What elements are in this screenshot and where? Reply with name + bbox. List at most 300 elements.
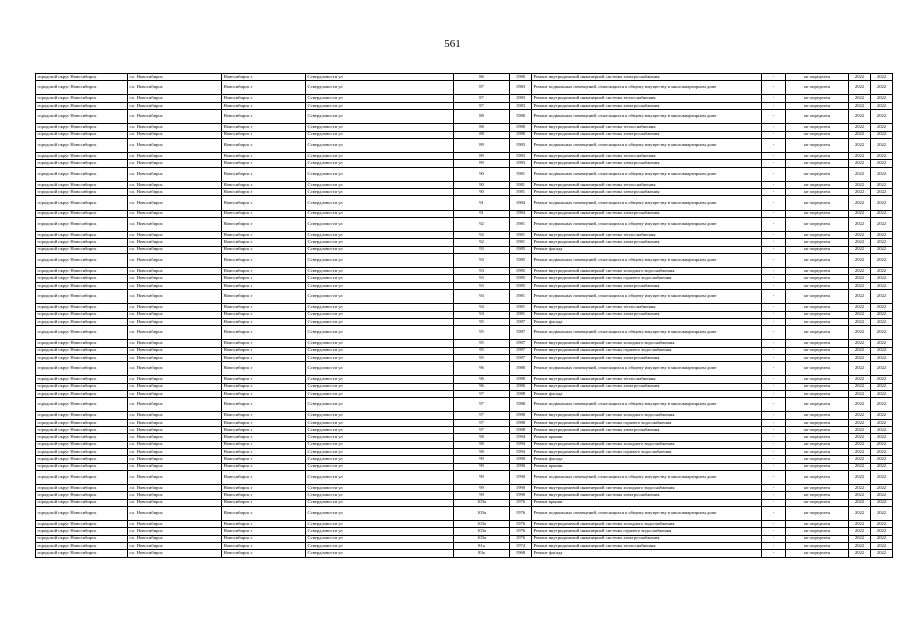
cell-street: Ссвердловости ул [306,210,454,217]
cell-dash: - [762,189,786,196]
cell-city: Новосибирск г [222,318,306,325]
cell-city: Новосибирск г [222,95,306,102]
cell-city: Новосибирск г [222,189,306,196]
cell-build-year: 1990 [510,470,532,484]
cell-status: не определен [786,362,849,376]
cell-status: не определен [786,376,849,383]
cell-street: Ссвердловости ул [306,434,454,441]
cell-build-year: 1983 [510,81,532,95]
cell-dash: - [762,138,786,152]
cell-house-number: 97 [454,398,510,412]
cell-status: не определен [786,383,849,390]
cell-house-number: 90 [454,181,510,188]
cell-year-start: 2022 [849,74,871,81]
cell-street: Ссвердловости ул [306,282,454,289]
cell-year-end: 2022 [871,131,893,138]
cell-work-type: Ремонт внутридомовой инженерной системы холодного водоснабжения [532,340,762,347]
cell-work-type: Ремонт фасада [532,391,762,398]
cell-year-start: 2022 [849,160,871,167]
cell-municipality: городской округ Новосибирск [36,448,128,455]
cell-street: Ссвердловости ул [306,160,454,167]
cell-city: Новосибирск г [222,304,306,311]
cell-locality: г.о. Новосибирск [128,347,222,354]
table-row [36,441,893,448]
table-row [36,181,893,188]
cell-work-type: Ремонт внутридомовой инженерной системы электроснабжения [532,427,762,434]
cell-build-year: 1968 [510,550,532,557]
cell-street: Ссвердловости ул [306,275,454,282]
cell-house-number: 92 [454,232,510,239]
cell-house-number: 99 [454,485,510,492]
cell-city: Новосибирск г [222,347,306,354]
cell-house-number: 93 [454,282,510,289]
cell-municipality: городской округ Новосибирск [36,376,128,383]
table-row [36,311,893,318]
cell-dash: - [762,434,786,441]
cell-street: Ссвердловости ул [306,470,454,484]
table-row [36,74,893,81]
cell-work-type: Ремонт подвальных помещений, относящихся к общему имуществу в многоквартирном доме [532,217,762,231]
cell-house-number: 93 [454,246,510,253]
cell-house-number: 95 [454,326,510,340]
cell-work-type: Ремонт внутридомовой инженерной системы горячего водоснабжения [532,347,762,354]
cell-work-type: Ремонт внутридомовой инженерной системы теплоснабжения [532,95,762,102]
cell-house-number: 86 [454,74,510,81]
table-row [36,167,893,181]
cell-municipality: городской округ Новосибирск [36,311,128,318]
cell-city: Новосибирск г [222,290,306,304]
cell-build-year: 1976 [510,521,532,528]
cell-year-end: 2022 [871,441,893,448]
table-row [36,275,893,282]
cell-year-start: 2022 [849,110,871,124]
cell-year-start: 2022 [849,326,871,340]
cell-dash: - [762,81,786,95]
cell-dash: - [762,340,786,347]
table-row [36,535,893,542]
cell-city: Новосибирск г [222,376,306,383]
cell-locality: г.о. Новосибирск [128,535,222,542]
cell-year-start: 2022 [849,521,871,528]
cell-build-year: 1984 [510,210,532,217]
cell-locality: г.о. Новосибирск [128,189,222,196]
cell-year-end: 2022 [871,95,893,102]
cell-year-start: 2022 [849,131,871,138]
cell-locality: г.о. Новосибирск [128,506,222,520]
cell-status: не определен [786,311,849,318]
cell-house-number: 97 [454,427,510,434]
cell-year-start: 2022 [849,434,871,441]
cell-year-end: 2022 [871,239,893,246]
cell-locality: г.о. Новосибирск [128,153,222,160]
cell-city: Новосибирск г [222,383,306,390]
capital-repair-table [35,73,893,558]
cell-work-type: Ремонт внутридомовой инженерной системы теплоснабжения [532,232,762,239]
cell-year-start: 2022 [849,246,871,253]
cell-house-number: 96 [454,362,510,376]
cell-house-number: 95 [454,354,510,361]
cell-dash: - [762,160,786,167]
cell-city: Новосибирск г [222,340,306,347]
table-row [36,246,893,253]
cell-municipality: городской округ Новосибирск [36,412,128,419]
cell-city: Новосибирск г [222,181,306,188]
cell-status: не определен [786,290,849,304]
cell-city: Новосибирск г [222,124,306,131]
cell-locality: г.о. Новосибирск [128,160,222,167]
table-row [36,131,893,138]
cell-street: Ссвердловости ул [306,153,454,160]
cell-dash: - [762,427,786,434]
table-row [36,290,893,304]
cell-year-end: 2022 [871,282,893,289]
cell-dash: - [762,275,786,282]
cell-build-year: 1983 [510,102,532,109]
cell-street: Ссвердловости ул [306,110,454,124]
cell-locality: г.о. Новосибирск [128,485,222,492]
table-row [36,124,893,131]
cell-year-start: 2022 [849,81,871,95]
cell-locality: г.о. Новосибирск [128,138,222,152]
table-row [36,239,893,246]
cell-municipality: городской округ Новосибирск [36,290,128,304]
cell-city: Новосибирск г [222,521,306,528]
cell-dash: - [762,124,786,131]
table-row [36,95,893,102]
cell-year-start: 2022 [849,441,871,448]
cell-house-number: 81а [454,543,510,550]
cell-year-start: 2022 [849,376,871,383]
cell-locality: г.о. Новосибирск [128,434,222,441]
cell-municipality: городской округ Новосибирск [36,138,128,152]
cell-build-year: 1987 [510,326,532,340]
cell-work-type: Ремонт внутридомовой инженерной системы электроснабжения [532,131,762,138]
cell-street: Ссвердловости ул [306,448,454,455]
table-row [36,189,893,196]
cell-municipality: городской округ Новосибирск [36,340,128,347]
cell-city: Новосибирск г [222,311,306,318]
cell-dash: - [762,232,786,239]
cell-year-start: 2022 [849,412,871,419]
cell-status: не определен [786,550,849,557]
cell-year-start: 2022 [849,485,871,492]
cell-year-start: 2022 [849,232,871,239]
table-row [36,318,893,325]
table-row [36,138,893,152]
cell-work-type: Ремонт внутридомовой инженерной системы электроснабжения [532,535,762,542]
cell-year-start: 2022 [849,210,871,217]
cell-street: Ссвердловости ул [306,232,454,239]
cell-year-start: 2022 [849,290,871,304]
cell-municipality: городской округ Новосибирск [36,81,128,95]
cell-year-end: 2022 [871,506,893,520]
cell-build-year: 1983 [510,160,532,167]
cell-house-number: 96 [454,376,510,383]
cell-status: не определен [786,521,849,528]
table-row [36,160,893,167]
cell-house-number: 89 [454,160,510,167]
cell-work-type: Ремонт подвальных помещений, относящихся к общему имуществу в многоквартирном доме [532,398,762,412]
cell-build-year: 1983 [510,138,532,152]
cell-year-end: 2022 [871,448,893,455]
cell-status: не определен [786,304,849,311]
cell-year-start: 2022 [849,102,871,109]
cell-status: не определен [786,441,849,448]
cell-year-end: 2022 [871,499,893,506]
cell-locality: г.о. Новосибирск [128,419,222,426]
table-row [36,391,893,398]
cell-city: Новосибирск г [222,463,306,470]
cell-year-end: 2022 [871,304,893,311]
cell-street: Ссвердловости ул [306,412,454,419]
cell-municipality: городской округ Новосибирск [36,210,128,217]
cell-work-type: Ремонт внутридомовой инженерной системы электроснабжения [532,282,762,289]
cell-build-year: 1983 [510,95,532,102]
cell-house-number: 103а [454,521,510,528]
cell-locality: г.о. Новосибирск [128,131,222,138]
cell-year-end: 2022 [871,102,893,109]
cell-build-year: 1985 [510,253,532,267]
cell-house-number: 99 [454,492,510,499]
cell-house-number: 83а [454,550,510,557]
table-row [36,485,893,492]
page-number: 561 [444,38,461,50]
cell-work-type: Ремонт внутридомовой инженерной системы теплоснабжения [532,124,762,131]
cell-street: Ссвердловости ул [306,304,454,311]
cell-dash: - [762,239,786,246]
cell-status: не определен [786,499,849,506]
cell-city: Новосибирск г [222,167,306,181]
cell-dash: - [762,391,786,398]
cell-year-start: 2022 [849,189,871,196]
cell-dash: - [762,326,786,340]
cell-municipality: городской округ Новосибирск [36,217,128,231]
cell-city: Новосибирск г [222,528,306,535]
table-row [36,398,893,412]
cell-dash: - [762,253,786,267]
cell-build-year: 1985 [510,275,532,282]
cell-status: не определен [786,246,849,253]
cell-dash: - [762,535,786,542]
cell-city: Новосибирск г [222,239,306,246]
cell-status: не определен [786,318,849,325]
cell-locality: г.о. Новосибирск [128,470,222,484]
cell-house-number: 103а [454,506,510,520]
cell-municipality: городской округ Новосибирск [36,74,128,81]
cell-locality: г.о. Новосибирск [128,391,222,398]
cell-locality: г.о. Новосибирск [128,232,222,239]
cell-municipality: городской округ Новосибирск [36,253,128,267]
table-row [36,210,893,217]
cell-year-end: 2022 [871,376,893,383]
cell-house-number: 92 [454,239,510,246]
cell-work-type: Ремонт внутридомовой инженерной системы холодного водоснабжения [532,268,762,275]
cell-status: не определен [786,492,849,499]
table-row [36,528,893,535]
cell-city: Новосибирск г [222,391,306,398]
cell-year-end: 2022 [871,217,893,231]
cell-city: Новосибирск г [222,253,306,267]
cell-year-start: 2022 [849,550,871,557]
cell-status: не определен [786,470,849,484]
cell-dash: - [762,492,786,499]
cell-year-start: 2022 [849,419,871,426]
cell-build-year: 1976 [510,506,532,520]
cell-dash: - [762,376,786,383]
cell-work-type: Ремонт внутридомовой инженерной системы электроснабжения [532,311,762,318]
cell-build-year: 1988 [510,427,532,434]
cell-dash: - [762,181,786,188]
cell-year-end: 2022 [871,81,893,95]
table-row [36,434,893,441]
cell-municipality: городской округ Новосибирск [36,318,128,325]
cell-build-year: 1994 [510,434,532,441]
cell-build-year: 1981 [510,311,532,318]
cell-year-start: 2022 [849,196,871,210]
cell-dash: - [762,282,786,289]
cell-locality: г.о. Новосибирск [128,448,222,455]
cell-work-type: Ремонт крыши [532,463,762,470]
cell-street: Ссвердловости ул [306,81,454,95]
cell-status: не определен [786,124,849,131]
cell-locality: г.о. Новосибирск [128,181,222,188]
table-row [36,282,893,289]
cell-street: Ссвердловости ул [306,74,454,81]
cell-locality: г.о. Новосибирск [128,124,222,131]
cell-status: не определен [786,326,849,340]
cell-dash: - [762,448,786,455]
cell-locality: г.о. Новосибирск [128,196,222,210]
cell-build-year: 1990 [510,463,532,470]
cell-street: Ссвердловости ул [306,492,454,499]
cell-dash: - [762,419,786,426]
cell-status: не определен [786,268,849,275]
cell-locality: г.о. Новосибирск [128,326,222,340]
cell-year-start: 2022 [849,535,871,542]
cell-street: Ссвердловости ул [306,124,454,131]
table-row [36,81,893,95]
cell-work-type: Ремонт внутридомовой инженерной системы холодного водоснабжения [532,521,762,528]
cell-street: Ссвердловости ул [306,318,454,325]
cell-work-type: Ремонт подвальных помещений, относящихся к общему имуществу в многоквартирном доме [532,253,762,267]
table-row [36,427,893,434]
cell-status: не определен [786,232,849,239]
cell-dash: - [762,210,786,217]
cell-locality: г.о. Новосибирск [128,456,222,463]
cell-work-type: Ремонт внутридомовой инженерной системы теплоснабжения [532,181,762,188]
cell-locality: г.о. Новосибирск [128,275,222,282]
cell-locality: г.о. Новосибирск [128,376,222,383]
cell-house-number: 88 [454,131,510,138]
cell-house-number: 97 [454,419,510,426]
cell-municipality: городской округ Новосибирск [36,239,128,246]
cell-build-year: 1981 [510,189,532,196]
cell-dash: - [762,153,786,160]
cell-dash: - [762,398,786,412]
cell-house-number: 93 [454,268,510,275]
cell-work-type: Ремонт фасада [532,246,762,253]
cell-build-year: 1988 [510,398,532,412]
cell-work-type: Ремонт подвальных помещений, относящихся к общему имуществу в многоквартирном доме [532,290,762,304]
cell-work-type: Ремонт внутридомовой инженерной системы горячего водоснабжения [532,448,762,455]
cell-year-start: 2022 [849,311,871,318]
cell-house-number: 95 [454,347,510,354]
table-row [36,232,893,239]
cell-municipality: городской округ Новосибирск [36,275,128,282]
table-row [36,550,893,557]
cell-status: не определен [786,448,849,455]
cell-street: Ссвердловости ул [306,253,454,267]
cell-municipality: городской округ Новосибирск [36,167,128,181]
cell-municipality: городской округ Новосибирск [36,304,128,311]
cell-municipality: городской округ Новосибирск [36,521,128,528]
cell-work-type: Ремонт внутридомовой инженерной системы теплоснабжения [532,153,762,160]
cell-city: Новосибирск г [222,470,306,484]
cell-street: Ссвердловости ул [306,95,454,102]
cell-municipality: городской округ Новосибирск [36,391,128,398]
table-row [36,347,893,354]
cell-street: Ссвердловости ул [306,427,454,434]
cell-house-number: 88 [454,124,510,131]
table-row [36,376,893,383]
cell-dash: - [762,217,786,231]
cell-dash: - [762,456,786,463]
cell-year-end: 2022 [871,463,893,470]
cell-street: Ссвердловости ул [306,131,454,138]
cell-build-year: 1980 [510,376,532,383]
cell-work-type: Ремонт подвальных помещений, относящихся к общему имуществу в многоквартирном доме [532,470,762,484]
cell-build-year: 1987 [510,347,532,354]
cell-municipality: городской округ Новосибирск [36,160,128,167]
cell-year-start: 2022 [849,253,871,267]
cell-year-start: 2022 [849,304,871,311]
cell-locality: г.о. Новосибирск [128,499,222,506]
cell-work-type: Ремонт подвальных помещений, относящихся к общему имуществу в многоквартирном доме [532,167,762,181]
cell-dash: - [762,470,786,484]
cell-work-type: Ремонт подвальных помещений, относящихся к общему имуществу в многоквартирном доме [532,506,762,520]
cell-dash: - [762,347,786,354]
cell-status: не определен [786,543,849,550]
cell-year-start: 2022 [849,470,871,484]
cell-build-year: 1976 [510,535,532,542]
cell-street: Ссвердловости ул [306,189,454,196]
cell-build-year: 1987 [510,318,532,325]
cell-dash: - [762,521,786,528]
cell-city: Новосибирск г [222,485,306,492]
cell-year-end: 2022 [871,275,893,282]
cell-status: не определен [786,398,849,412]
cell-dash: - [762,543,786,550]
cell-house-number: 99 [454,456,510,463]
cell-house-number: 97 [454,412,510,419]
cell-locality: г.о. Новосибирск [128,340,222,347]
cell-status: не определен [786,391,849,398]
cell-build-year: 1981 [510,217,532,231]
cell-status: не определен [786,153,849,160]
cell-year-start: 2022 [849,124,871,131]
cell-year-end: 2022 [871,528,893,535]
cell-locality: г.о. Новосибирск [128,74,222,81]
cell-municipality: городской округ Новосибирск [36,354,128,361]
cell-build-year: 1994 [510,448,532,455]
cell-city: Новосибирск г [222,550,306,557]
cell-municipality: городской округ Новосибирск [36,434,128,441]
cell-house-number: 99 [454,463,510,470]
cell-status: не определен [786,347,849,354]
cell-status: не определен [786,485,849,492]
cell-dash: - [762,311,786,318]
cell-city: Новосибирск г [222,506,306,520]
